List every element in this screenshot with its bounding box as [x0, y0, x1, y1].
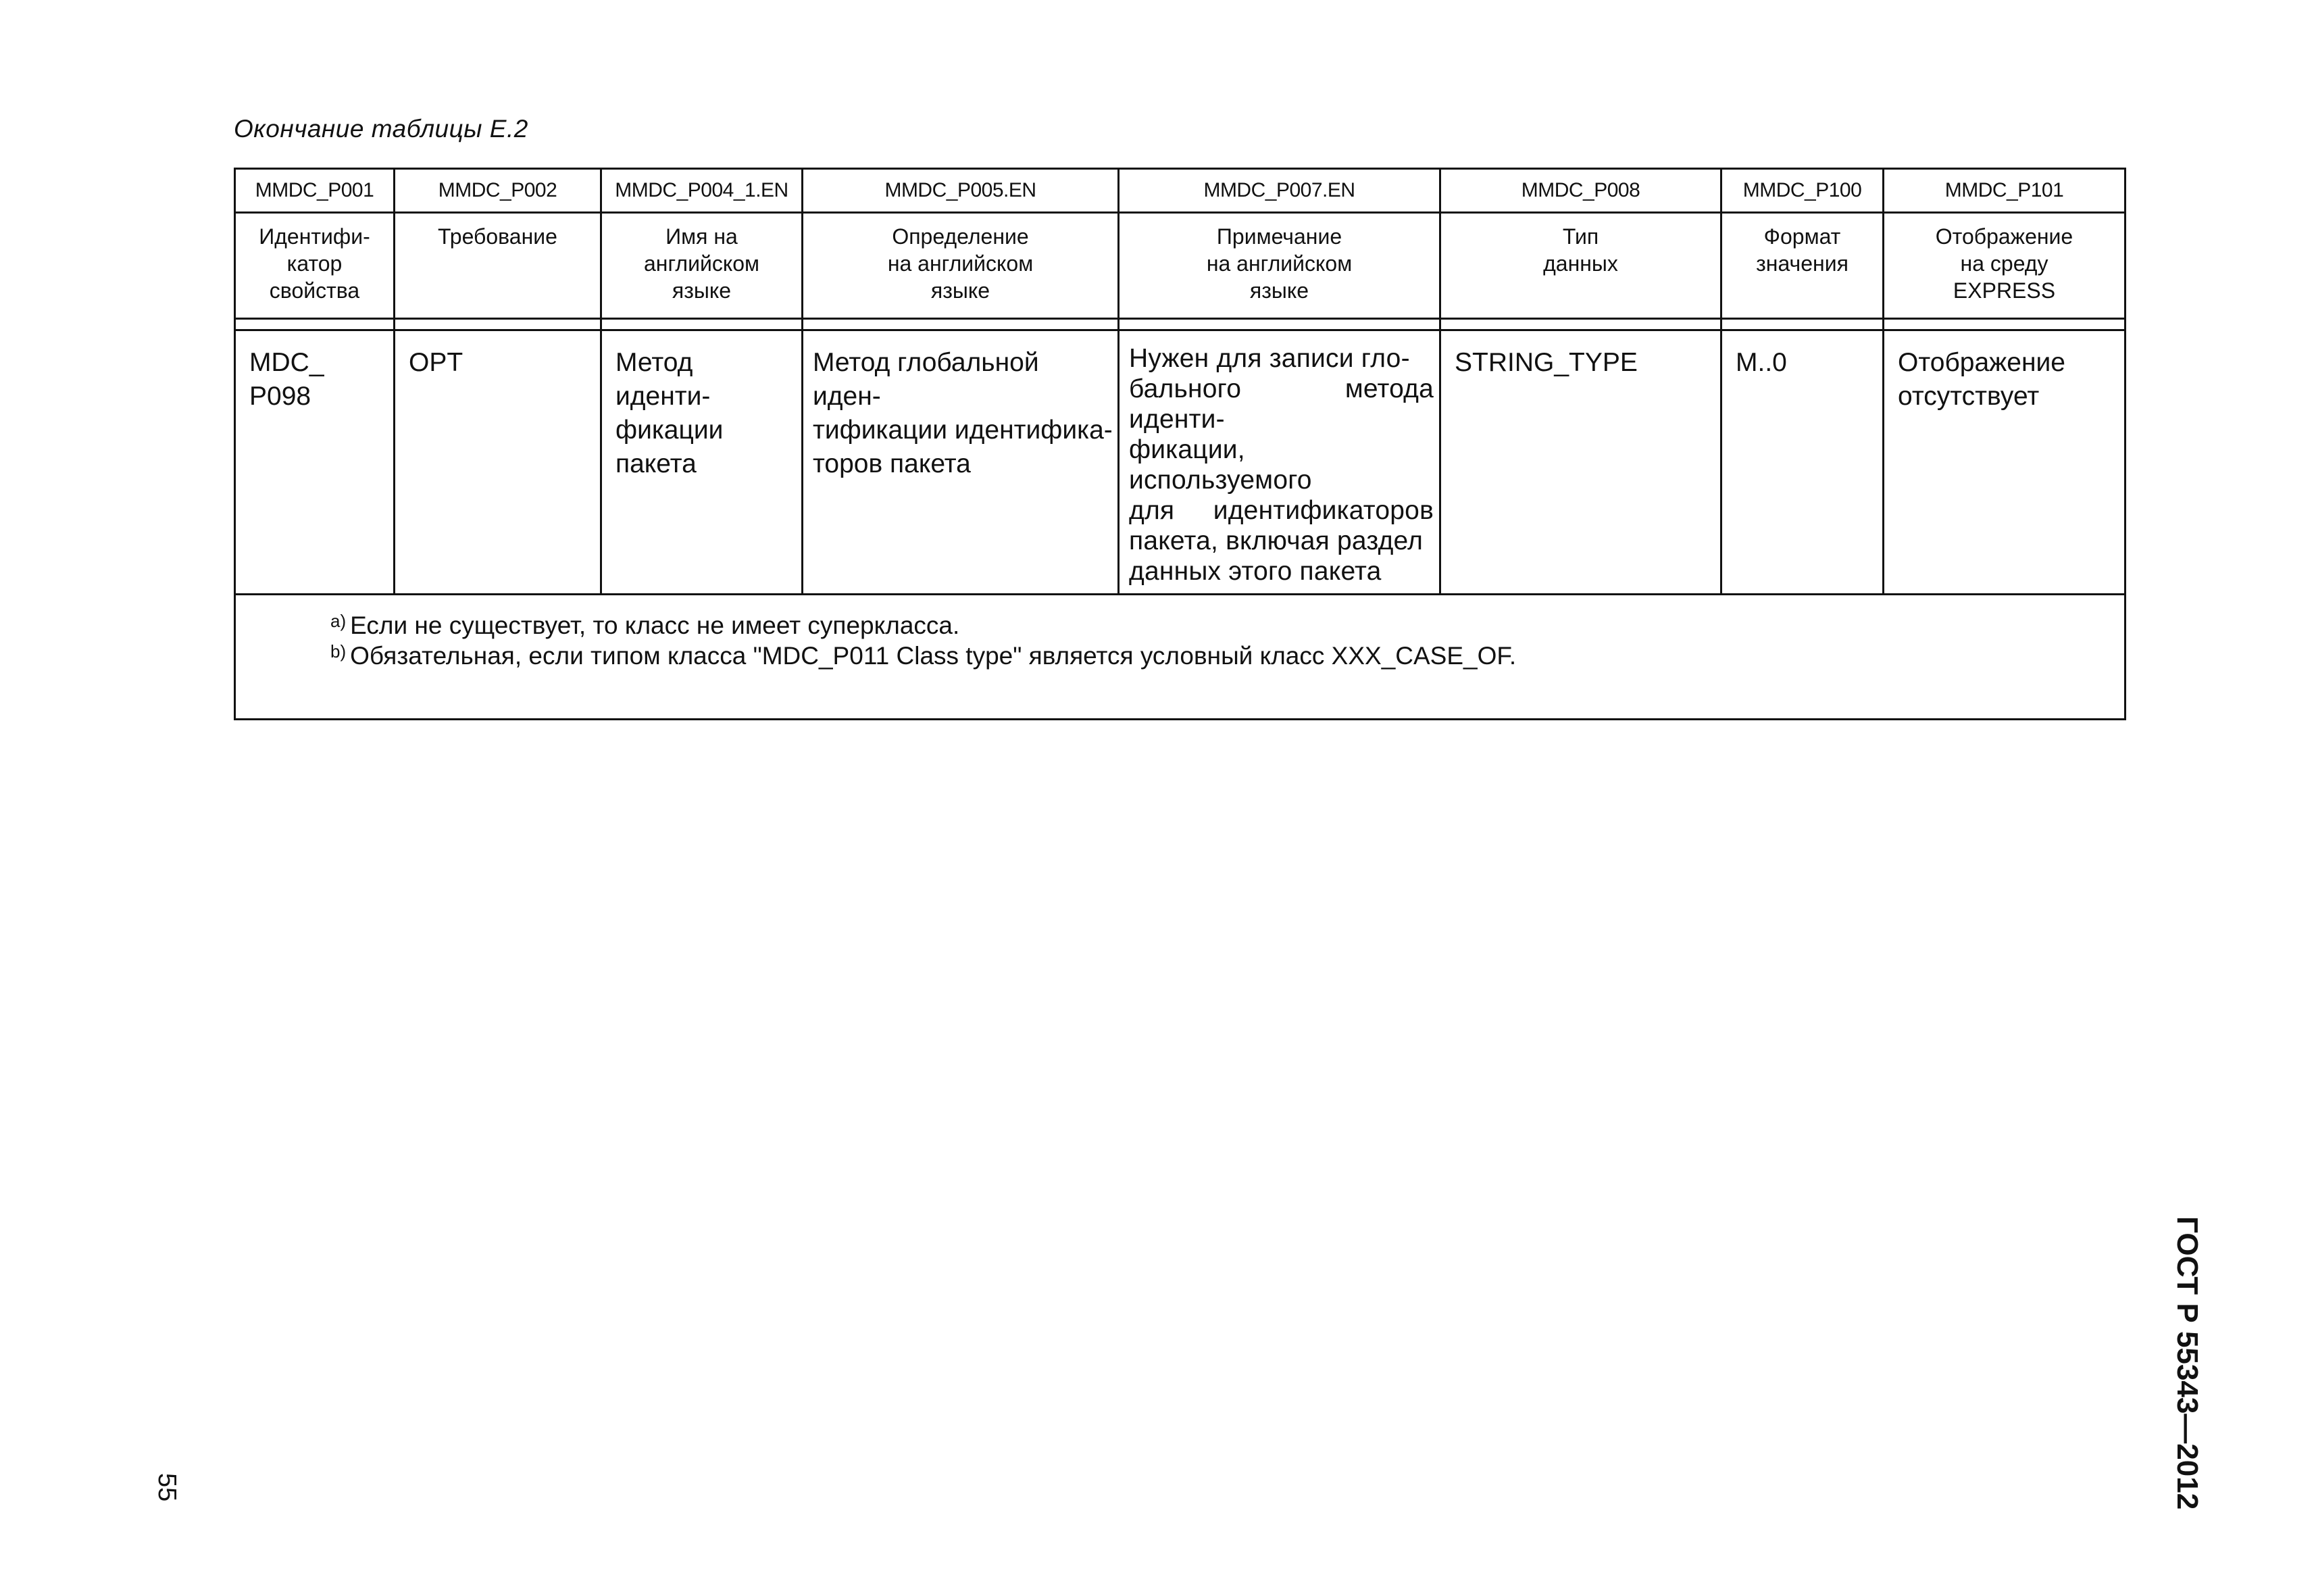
column-code: MMDC_P005.EN	[803, 169, 1119, 213]
column-label: Тип данных	[1440, 213, 1721, 319]
column-label: Требование	[395, 213, 601, 319]
table-row	[235, 330, 2126, 595]
column-label: Отображение на среду EXPRESS	[1884, 213, 2126, 319]
column-labels-row	[235, 213, 2126, 319]
cell-definition: Метод глобальной иден- тификации идентифика- торов пакета	[803, 330, 1119, 595]
column-label: Имя на английском языке	[601, 213, 803, 319]
header-separator	[235, 319, 2126, 330]
cell-format: M..0	[1721, 330, 1884, 595]
column-code: MMDC_P008	[1440, 169, 1721, 213]
properties-table	[234, 168, 2126, 720]
footnote: $^{b)}$ Обязательная, если типом класса "MDC_P011 Class type" является условный класс XXX_CASE_OF.	[330, 641, 1517, 670]
column-code: MMDC_P100	[1721, 169, 1884, 213]
cell-note: Нужен для записи гло- бального метода иденти- фикации, используемого для идентификаторов пакета, включая раздел данных этого пакета	[1119, 330, 1440, 595]
cell-requirement: OPT	[395, 330, 601, 595]
cell-data-type: STRING_TYPE	[1440, 330, 1721, 595]
column-code: MMDC_P002	[395, 169, 601, 213]
footnotes	[235, 595, 2126, 720]
column-label: Определение на английском языке	[803, 213, 1119, 319]
column-code: MMDC_P001	[235, 169, 395, 213]
cell-property-id: MDC_ P098	[235, 330, 395, 595]
footnote: $^{a)}$ Если не существует, то класс не имеет суперкласса.	[330, 611, 960, 639]
column-codes-row	[235, 169, 2126, 213]
column-label: Идентифи- катор свойства	[235, 213, 395, 319]
page-number: 55	[153, 1473, 181, 1502]
column-code: MMDC_P007.EN	[1119, 169, 1440, 213]
standard-designation: ГОСТ Р 55343—2012	[2171, 1216, 2204, 1510]
column-label: Формат значения	[1721, 213, 1884, 319]
column-code: MMDC_P101	[1884, 169, 2126, 213]
column-code: MMDC_P004_1.EN	[601, 169, 803, 213]
column-label: Примечание на английском языке	[1119, 213, 1440, 319]
footnotes-row	[235, 595, 2126, 720]
cell-name: Метод иденти- фикации пакета	[601, 330, 803, 595]
table-caption: Окончание таблицы Е.2	[234, 115, 528, 143]
cell-express: Отображение отсутствует	[1884, 330, 2126, 595]
